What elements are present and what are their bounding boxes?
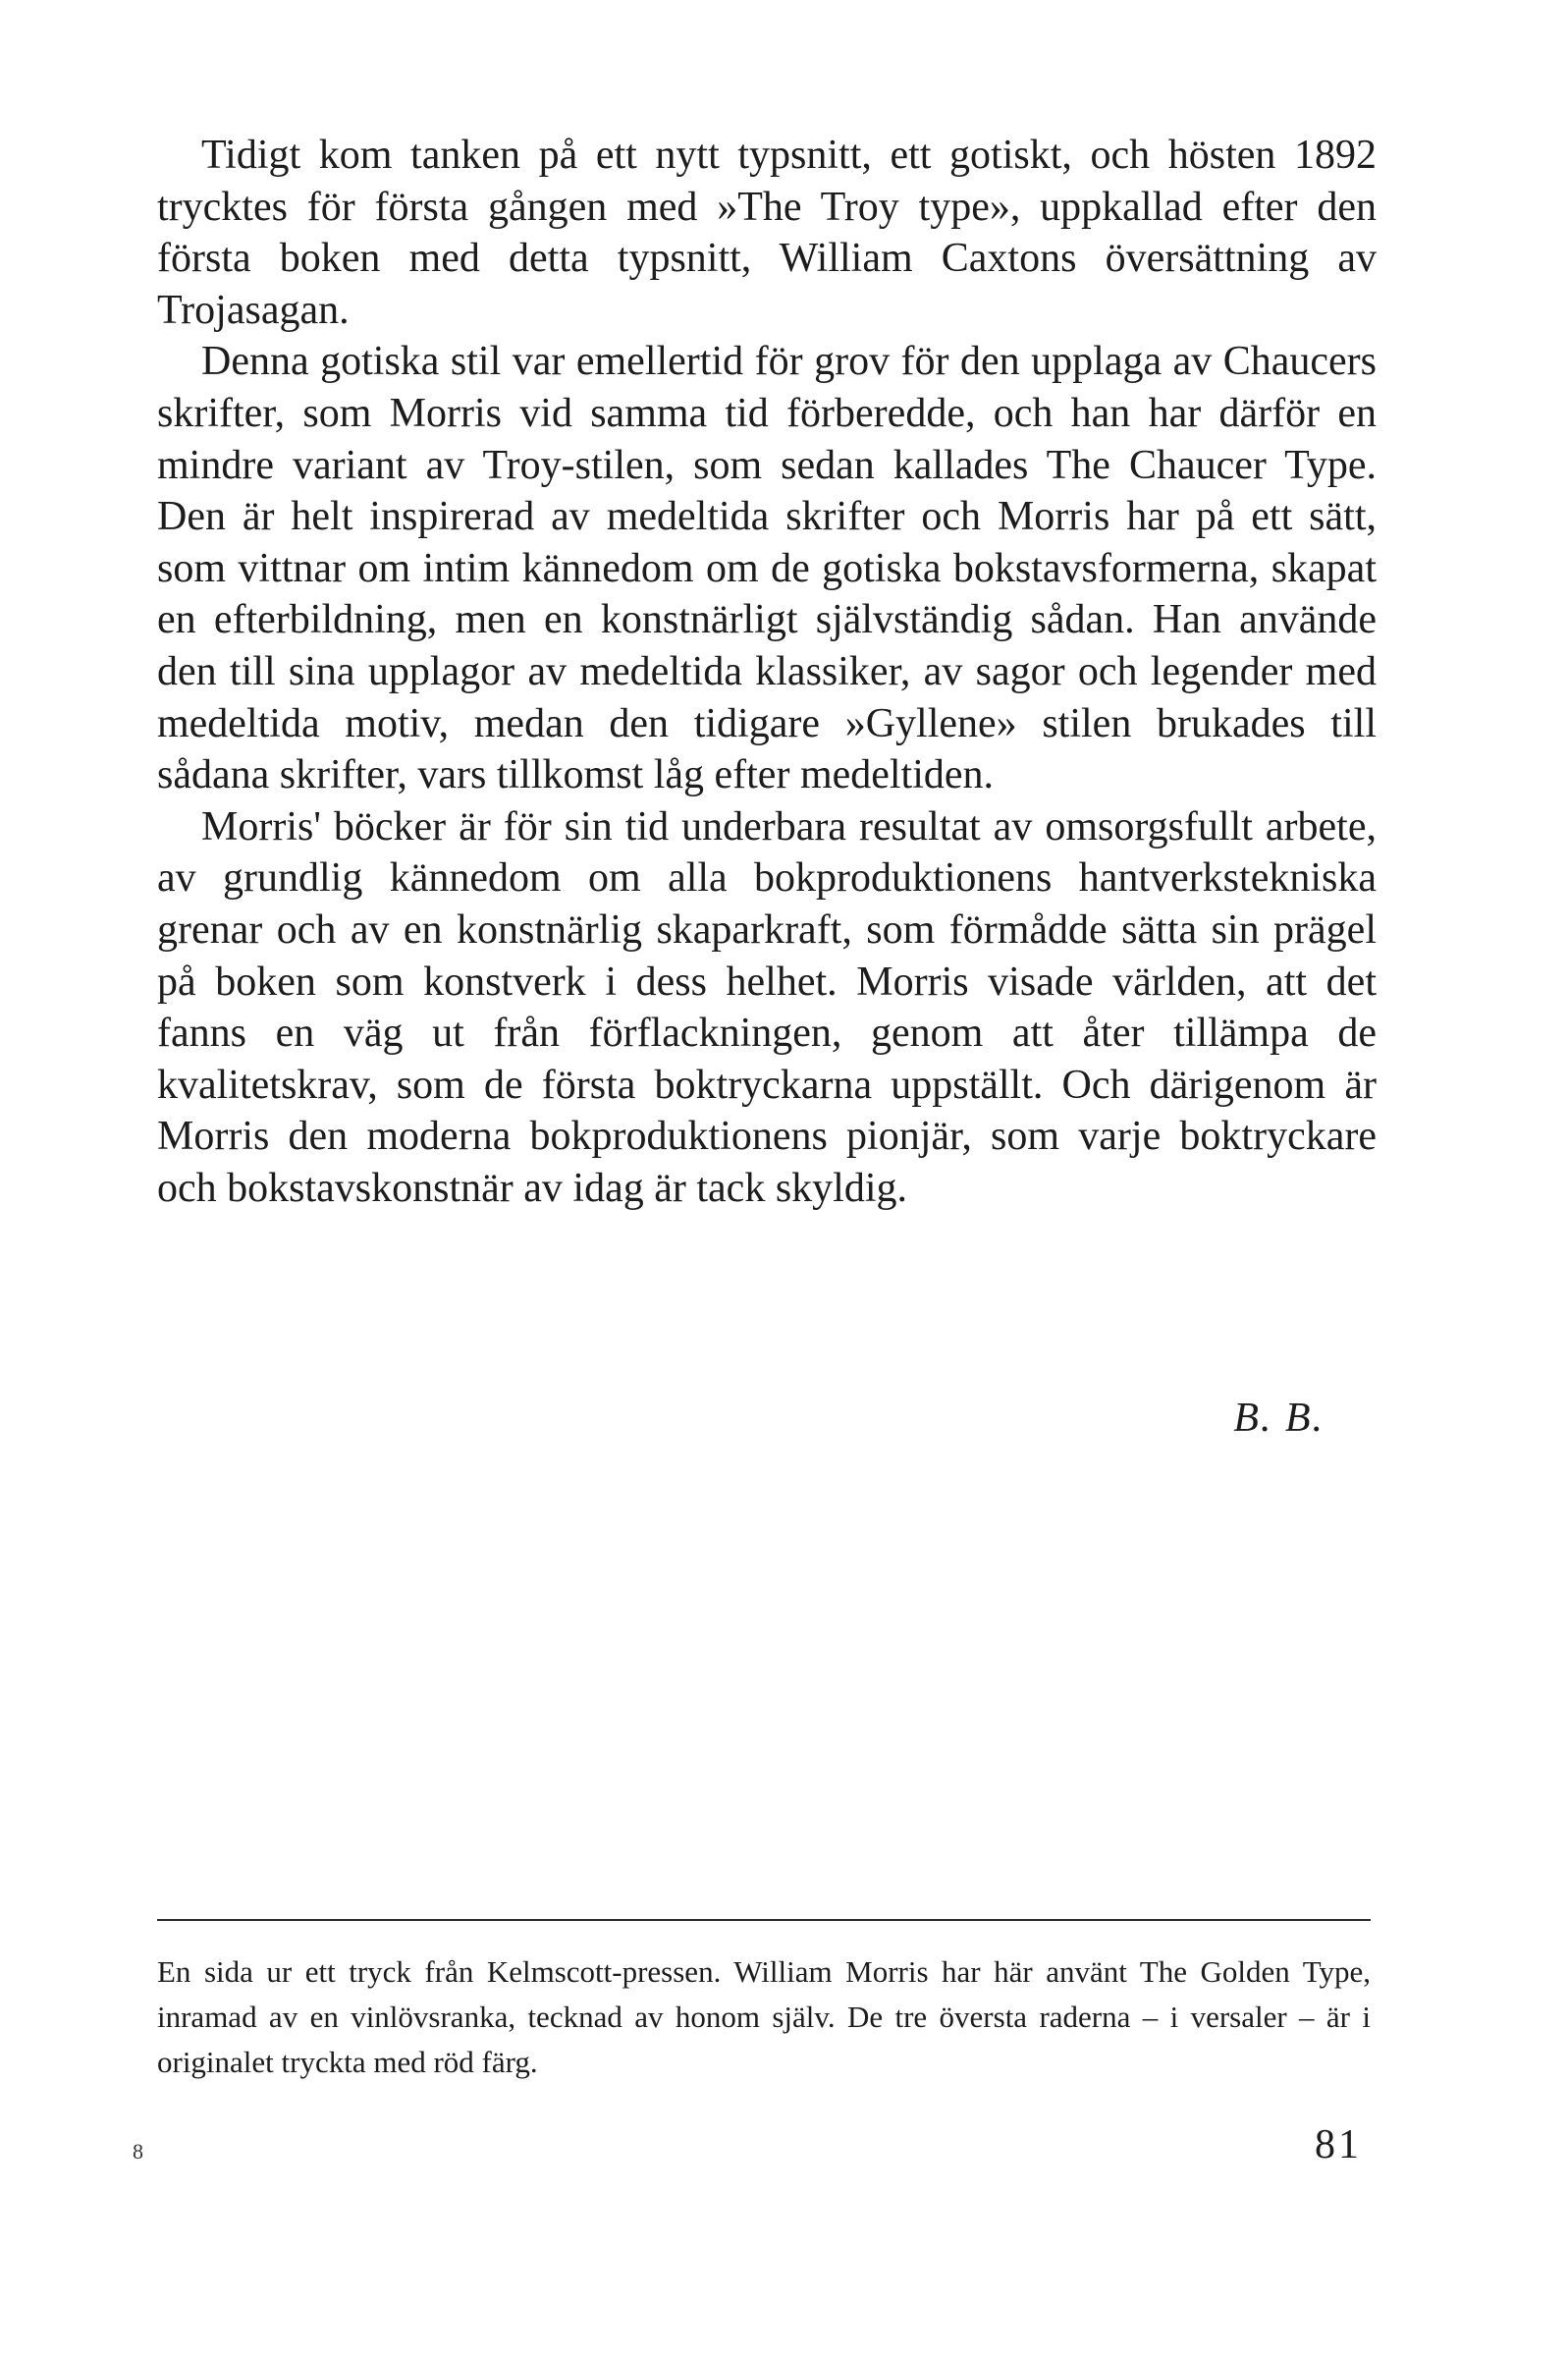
paragraph-3: Morris' böcker är för sin tid underbara resultat av omsorgsfullt arbete, av grundlig kännedom om alla bokproduktionens hantverkstekniska grenar och av en konstnärlig skaparkraft, som förmådde sätta sin prägel på boken som konstverk i dess helhet. Morris visade världen, att det fanns en väg ut från förflackningen, genom att åter tillämpa de kvalitetskrav, som de första boktryckarna uppställt. Och därigenom är Morris den moderna bokproduktionens pionjär, som varje boktryckare och bokstavskonstnär av idag är tack skyldig. bbox=[157, 803, 1377, 1211]
caption-divider bbox=[157, 1919, 1371, 1921]
paragraph-1: Tidigt kom tanken på ett nytt typsnitt, ett gotiskt, och hösten 1892 trycktes för första gången med »The Troy type», uppkallad efter den första boken med detta typsnitt, William Caxtons översättning av Trojasagan. bbox=[157, 133, 1377, 333]
page-number: 81 bbox=[1315, 2122, 1362, 2167]
article-body bbox=[157, 130, 1377, 1214]
figure-caption: En sida ur ett tryck från Kelmscott-pressen. William Morris har här använt The Golden Type, inramad av en vinlövsranka, tecknad av honom själv. De tre översta raderna – i versaler – är i originalet tryckta med röd färg. bbox=[157, 1954, 1371, 2079]
printer-signature-mark: 8 bbox=[133, 2139, 143, 2164]
author-initials: B. B. bbox=[1233, 1396, 1325, 1441]
paragraph-2: Denna gotiska stil var emellertid för grov för den upplaga av Chaucers skrifter, som Morris vid samma tid förberedde, och han har därför en mindre variant av Troy-stilen, som sedan kallades The Chaucer Type. Den är helt inspirerad av medeltida skrifter och Morris har på ett sätt, som vittnar om intim kännedom om de gotiska bokstavsformerna, skapat en efterbildning, men en konstnärligt självständig sådan. Han använde den till sina upplagor av medeltida klassiker, av sagor och legender med medeltida motiv, medan den tidigare »Gyllene» stilen brukades till sådana skrifter, vars tillkomst låg efter medeltiden. bbox=[157, 339, 1377, 798]
